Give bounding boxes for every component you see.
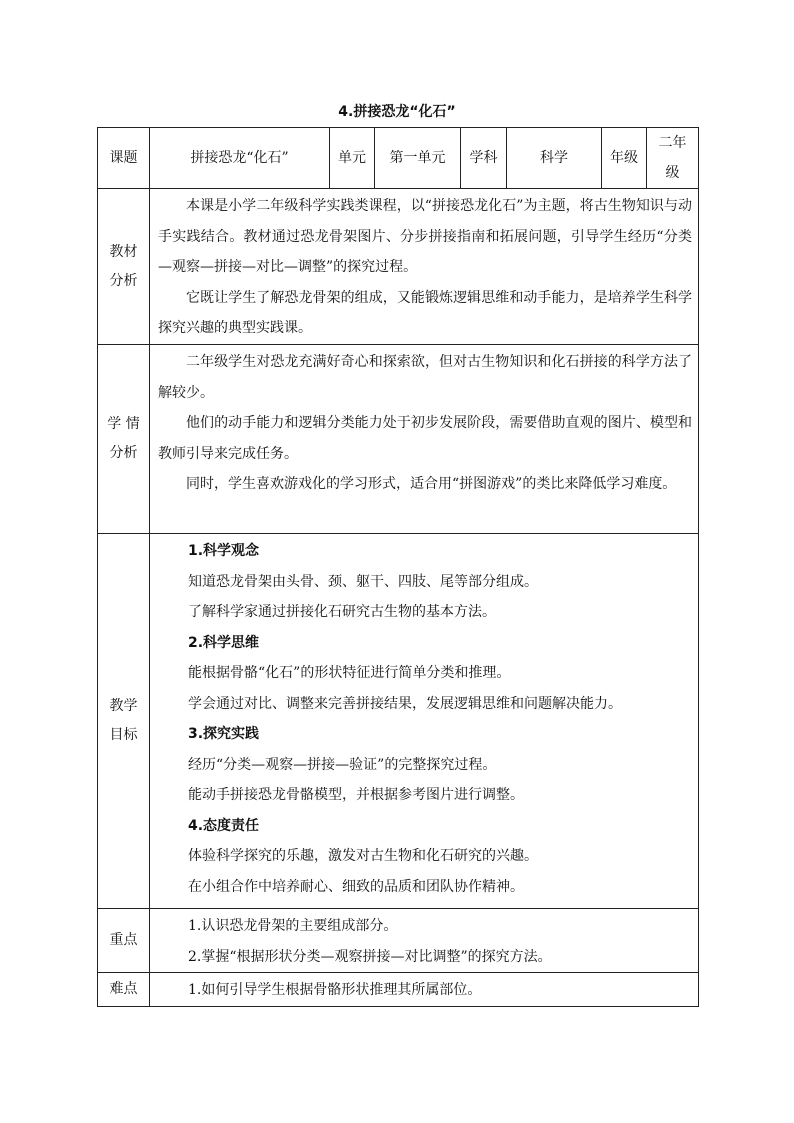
- grade-value: [647, 128, 699, 189]
- goal-item: 能根据骨骼“化石”的形状特征进行简单分类和推理。: [188, 665, 511, 681]
- key-point-item: 1.认识恐龙骨架的主要组成部分。: [188, 918, 398, 934]
- key-points-label: 重点: [98, 909, 150, 973]
- goal-item: 学会通过对比、调整来完善拼接结果，发展逻辑思维和问题解决能力。: [188, 695, 622, 712]
- goal-item: 体验科学探究的乐趣，激发对古生物和化石研究的兴趣。: [188, 848, 538, 864]
- student-analysis-label-line1: 学 情: [107, 416, 140, 432]
- textbook-analysis-paragraph: 它既让学生了解恐龙骨架的组成，又能锻炼逻辑思维和动手能力，是培养学生科学探究兴趣的典型实践课。: [158, 289, 692, 336]
- course-label: 课题: [98, 128, 150, 189]
- document-title: 4.拼接恐龙“化石”: [338, 104, 456, 120]
- difficult-points-row: [98, 973, 699, 1007]
- student-analysis-paragraph: 他们的动手能力和逻辑分类能力处于初步发展阶段，需要借助直观的图片、模型和教师引导来完成任务。: [158, 415, 692, 462]
- student-analysis-row: [98, 345, 699, 534]
- key-point-item: 2.掌握“根据形状分类—观察拼接—对比调整”的探究方法。: [188, 948, 552, 965]
- textbook-analysis-paragraph: 本课是小学二年级科学实践类课程，以“拼接恐龙化石”为主题，将古生物知识与动手实践结合。教材通过恐龙骨架图片、分步拼接指南和拓展问题，引导学生经历“分类—观察—拼接—对比—调整”的探究过程。: [158, 198, 692, 275]
- student-analysis-label-line2: 分析: [109, 445, 138, 461]
- teaching-goals-content: [150, 534, 699, 909]
- textbook-analysis-content: [150, 189, 699, 345]
- difficult-points-label: 难点: [98, 973, 150, 1007]
- subject-label: 学科: [461, 128, 507, 189]
- student-analysis-content: [150, 345, 699, 534]
- goal-item: 了解科学家通过拼接化石研究古生物的基本方法。: [188, 604, 496, 620]
- student-analysis-label: [98, 345, 150, 534]
- key-points-row: [98, 909, 699, 973]
- unit-label: 单元: [330, 128, 375, 189]
- textbook-analysis-label: [98, 189, 150, 345]
- student-analysis-paragraph: 二年级学生对恐龙充满好奇心和探索欲，但对古生物知识和化石拼接的科学方法了解较少。: [158, 354, 692, 401]
- teaching-goals-label: [98, 534, 150, 909]
- difficult-points-content: [150, 973, 699, 1007]
- grade-label: 年级: [602, 128, 647, 189]
- grade-value-line2: 级: [665, 165, 680, 181]
- teaching-goals-row: [98, 534, 699, 909]
- subject-value: 科学: [507, 128, 602, 189]
- textbook-analysis-label-line2: 分析: [109, 272, 138, 289]
- goal-heading: 1.科学观念: [188, 543, 260, 559]
- teaching-goals-label-line1: 教学: [109, 698, 138, 714]
- goal-item: 能动手拼接恐龙骨骼模型，并根据参考图片进行调整。: [188, 787, 524, 803]
- goal-heading: 4.态度责任: [188, 817, 260, 834]
- lesson-plan-table: [97, 127, 699, 1007]
- header-row: [98, 128, 699, 189]
- course-value: 拼接恐龙“化石”: [150, 128, 330, 189]
- textbook-analysis-row: [98, 189, 699, 345]
- goal-item: 知道恐龙骨架由头骨、颈、躯干、四肢、尾等部分组成。: [188, 573, 538, 590]
- unit-value: 第一单元: [375, 128, 461, 189]
- goal-heading: 3.探究实践: [188, 726, 260, 742]
- key-points-content: [150, 909, 699, 973]
- student-analysis-paragraph: 同时，学生喜欢游戏化的学习形式，适合用“拼图游戏”的类比来降低学习难度。: [186, 476, 677, 492]
- textbook-analysis-label-line1: 教材: [109, 243, 138, 260]
- teaching-goals-label-line2: 目标: [109, 727, 138, 743]
- grade-value-line1: 二年: [658, 135, 687, 151]
- goal-item: 在小组合作中培养耐心、细致的品质和团队协作精神。: [188, 878, 524, 895]
- goal-heading: 2.科学思维: [188, 634, 260, 651]
- goal-item: 经历“分类—观察—拼接—验证”的完整探究过程。: [188, 756, 497, 773]
- difficult-point-item: 1.如何引导学生根据骨骼形状推理其所属部位。: [188, 982, 482, 998]
